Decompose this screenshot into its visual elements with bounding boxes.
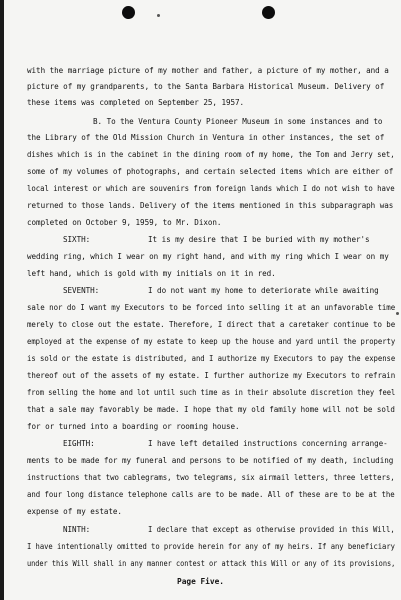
text-line: is sold or the estate is distributed, and I authorize my Executors to pay the expense <box>27 354 396 363</box>
article-seventh-heading: SEVENTH: <box>63 286 100 295</box>
punch-hole-right <box>262 6 275 19</box>
text-line: dishes which is in the cabinet in the dining room of my home, the Tom and Jerry set, <box>27 150 395 159</box>
text-line: sale nor do I want my Executors to be forced into selling it at an unfavorable time <box>27 303 396 312</box>
text-line: local interest or which are souvenirs from foreign lands which I do not wish to have <box>27 184 395 193</box>
article-eighth-heading: EIGHTH: <box>63 439 95 448</box>
text-line: I declare that except as otherwise provided in this Will, <box>148 525 395 534</box>
punch-hole-left <box>122 6 135 19</box>
text-line: with the marriage picture of my mother and father, a picture of my mother, and a <box>27 66 389 75</box>
text-line: merely to close out the estate. Therefore, I direct that a caretaker continue to be <box>27 320 396 329</box>
text-line: employed at the expense of my estate to keep up the house and yard until the property <box>27 337 396 346</box>
scan-speck <box>396 312 399 315</box>
text-line: expense of my estate. <box>27 507 122 516</box>
text-line: instructions that two cablegrams, two telegrams, six airmail letters, three letters, <box>27 473 395 482</box>
text-line: these items was completed on September 25, 1957. <box>27 98 245 107</box>
text-line: I have intentionally omitted to provide herein for any of my heirs. If any beneficiary <box>27 542 395 551</box>
text-line: completed on October 9, 1959, to Mr. Dixon. <box>27 218 222 227</box>
text-line: I do not want my home to deteriorate while awaiting <box>148 286 379 295</box>
text-line: under this Will shall in any manner contest or attack this Will or any of its provisions, <box>27 559 396 568</box>
text-line: for or turned into a boarding or rooming house. <box>27 422 240 431</box>
text-line: wedding ring, which I wear on my right hand, and with my ring which I wear on my <box>27 252 389 261</box>
text-line: that a sale may favorably be made. I hope that my old family home will not be sold <box>27 405 395 414</box>
text-line: left hand, which is gold with my initials on it in red. <box>27 269 276 278</box>
page-number: Page Five. <box>177 577 224 586</box>
text-line: I have left detailed instructions concerning arrange- <box>148 439 388 448</box>
scan-edge <box>0 0 4 600</box>
text-line: some of my volumes of photographs, and certain selected items which are either of <box>27 167 394 176</box>
text-line: returned to those lands. Delivery of the items mentioned in this subparagraph was <box>27 201 394 210</box>
text-line: from selling the home and lot until such time as in their absolute discretion they feel <box>27 388 396 397</box>
article-sixth-heading: SIXTH: <box>63 235 91 244</box>
text-line: the Library of the Old Mission Church in Ventura in other instances, the set of <box>27 133 385 142</box>
text-line: picture of my grandparents, to the Santa Barbara Historical Museum. Delivery of <box>27 82 385 91</box>
article-ninth-heading: NINTH: <box>63 525 91 534</box>
text-line: ments to be made for my funeral and persons to be notified of my death, including <box>27 456 394 465</box>
text-line: and four long distance telephone calls are to be made. All of these are to be at the <box>27 490 395 499</box>
text-line: thereof out of the assets of my estate. I further authorize my Executors to refrain <box>27 371 396 380</box>
subparagraph-b-start: B. To the Ventura County Pioneer Museum in some instances and to <box>93 117 383 126</box>
scan-speck <box>157 14 160 17</box>
text-line: It is my desire that I be buried with my mother's <box>148 235 370 244</box>
